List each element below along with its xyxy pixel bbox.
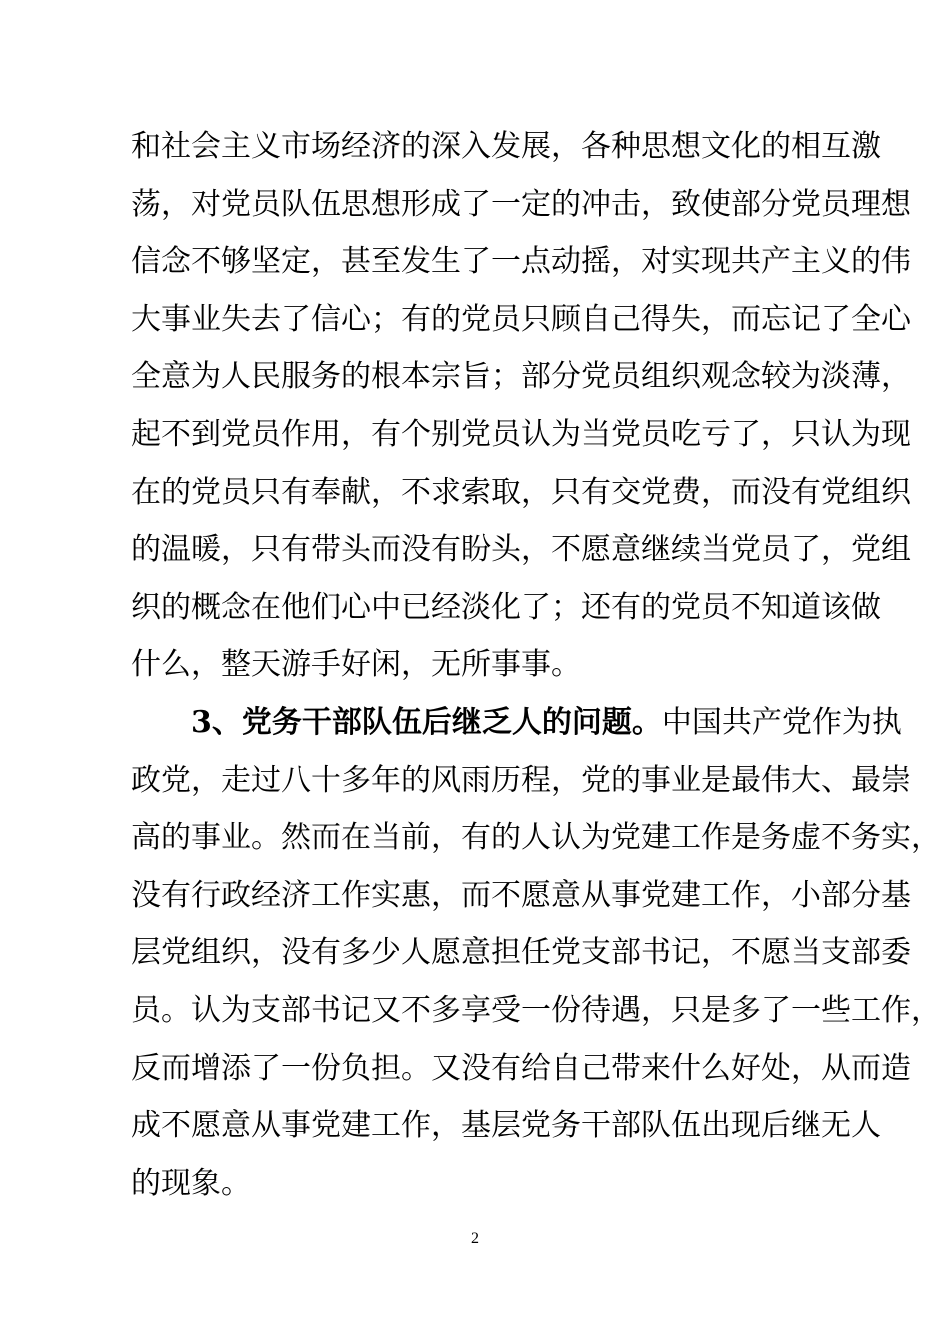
text-line: 全意为人民服务的根本宗旨；部分党员组织观念较为淡薄，: [131, 359, 911, 395]
paragraph-1: [131, 118, 911, 694]
section-heading: 3、党务干部队伍后继乏人的问题。: [191, 704, 662, 740]
text-line: 荡，对党员队伍思想形成了一定的冲击，致使部分党员理想: [131, 186, 911, 222]
text-line: 政党，走过八十多年的风雨历程，党的事业是最伟大、最崇: [131, 762, 911, 798]
text-line: 反而增添了一份负担。又没有给自己带来什么好处，从而造: [131, 1050, 911, 1086]
paragraph-first-line: [131, 694, 902, 752]
text-line: 成不愿意从事党建工作，基层党务干部队伍出现后继无人: [131, 1108, 881, 1144]
text-line: 高的事业。然而在当前，有的人认为党建工作是务虚不务实，: [131, 820, 941, 856]
text-line: 大事业失去了信心；有的党员只顾自己得失，而忘记了全心: [131, 301, 911, 337]
text-line: 员。认为支部书记又不多享受一份待遇，只是多了一些工作，: [131, 992, 941, 1028]
text-line: 起不到党员作用，有个别党员认为当党员吃亏了，只认为现: [131, 416, 911, 452]
text-line: 的温暖，只有带头而没有盼头，不愿意继续当党员了，党组: [131, 532, 911, 568]
text-line: 信念不够坚定，甚至发生了一点动摇，对实现共产主义的伟: [131, 244, 911, 280]
text-line: 织的概念在他们心中已经淡化了；还有的党员不知道该做: [131, 589, 881, 625]
document-body: [131, 118, 941, 1212]
text-line: 没有行政经济工作实惠，而不愿意从事党建工作，小部分基: [131, 877, 911, 913]
text-line: 在的党员只有奉献，不求索取，只有交党费，而没有党组织: [131, 474, 911, 510]
text-line: 什么，整天游手好闲，无所事事。: [131, 647, 581, 683]
text-line: 和社会主义市场经济的深入发展，各种思想文化的相互激: [131, 129, 881, 164]
text-run: 中国共产党作为执: [661, 704, 902, 740]
page-number: 2: [471, 1230, 479, 1247]
paragraph-2: [131, 694, 941, 1212]
text-line: 层党组织，没有多少人愿意担任党支部书记，不愿当支部委: [131, 935, 911, 971]
text-line: 的现象。: [131, 1165, 251, 1201]
